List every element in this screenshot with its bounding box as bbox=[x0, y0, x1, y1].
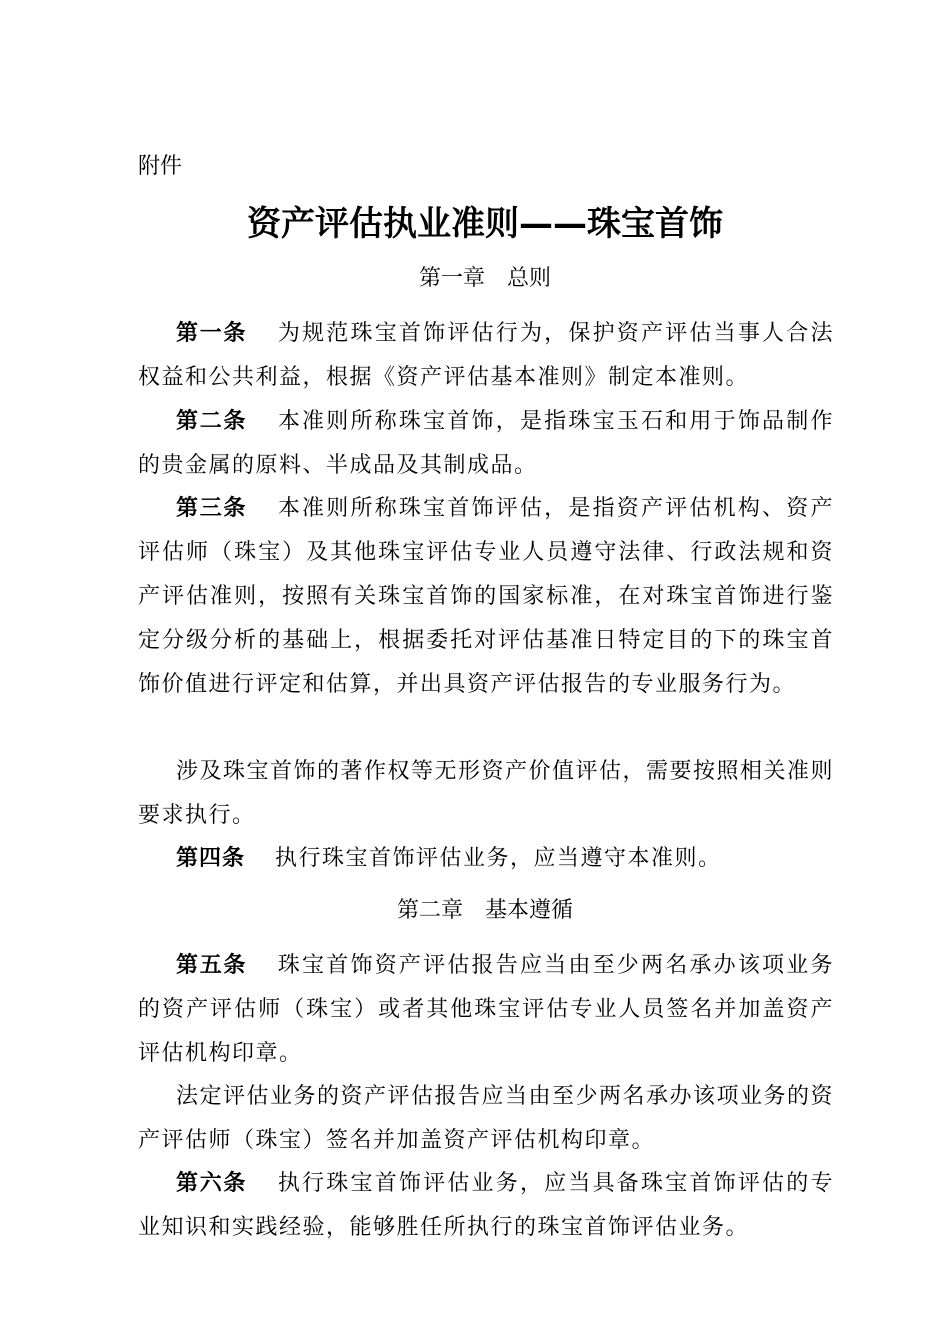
article-label: 第六条 bbox=[176, 1171, 248, 1196]
article-text: 珠宝首饰资产评估报告应当由至少两名承办该项业务的资产评估师（珠宝）或者其他珠宝评估专业人员签名并加盖资产评估机构印章。 bbox=[138, 953, 834, 1066]
article-5-paragraph-2: 法定评估业务的资产评估报告应当由至少两名承办该项业务的资产评估师（珠宝）签名并加盖资产评估机构印章。 bbox=[138, 1084, 835, 1153]
chapter-name: 基本遵循 bbox=[485, 898, 574, 923]
article-text: 执行珠宝首饰评估业务，应当具备珠宝首饰评估的专业知识和实践经验，能够胜任所执行的珠宝首饰评估业务。 bbox=[138, 1171, 834, 1240]
article-label: 第五条 bbox=[176, 953, 248, 978]
article-text: 执行珠宝首饰评估业务，应当遵守本准则。 bbox=[275, 846, 722, 871]
article-label: 第一条 bbox=[176, 321, 248, 346]
article-3 bbox=[138, 487, 834, 707]
article-1 bbox=[138, 312, 834, 400]
article-3-paragraph-2: 涉及珠宝首饰的著作权等无形资产价值评估，需要按照相关准则要求执行。 bbox=[138, 759, 835, 828]
article-text: 本准则所称珠宝首饰，是指珠宝玉石和用于饰品制作的贵金属的原料、半成品及其制成品。 bbox=[138, 409, 834, 478]
article-4 bbox=[138, 837, 834, 881]
document-title: 资产评估执业准则——珠宝首饰 bbox=[247, 204, 723, 244]
article-2 bbox=[138, 400, 834, 488]
article-5 bbox=[138, 944, 834, 1076]
chapter-number: 第一章 bbox=[418, 266, 485, 291]
article-text: 本准则所称珠宝首饰评估，是指资产评估机构、资产评估师（珠宝）及其他珠宝评估专业人员遵守法律、行政法规和资产评估准则，按照有关珠宝首饰的国家标准，在对珠宝首饰进行鉴定分级分析的基础上，根据委托对评估基准日特定目的下的珠宝首饰价值进行评定和估算，并出具资产评估报告的专业服务行为。 bbox=[138, 496, 834, 697]
article-label: 第四条 bbox=[176, 846, 246, 871]
chapter-number: 第二章 bbox=[396, 898, 463, 923]
article-text: 为规范珠宝首饰评估行为，保护资产评估当事人合法权益和公共利益，根据《资产评估基本准则》制定本准则。 bbox=[138, 321, 834, 390]
chapter-heading-1 bbox=[138, 264, 832, 294]
chapter-name: 总则 bbox=[507, 266, 552, 291]
chapter-heading-2 bbox=[138, 896, 832, 926]
attachment-label: 附件 bbox=[138, 154, 183, 179]
article-6 bbox=[138, 1162, 834, 1250]
article-label: 第二条 bbox=[176, 409, 248, 434]
article-label: 第三条 bbox=[176, 496, 248, 521]
